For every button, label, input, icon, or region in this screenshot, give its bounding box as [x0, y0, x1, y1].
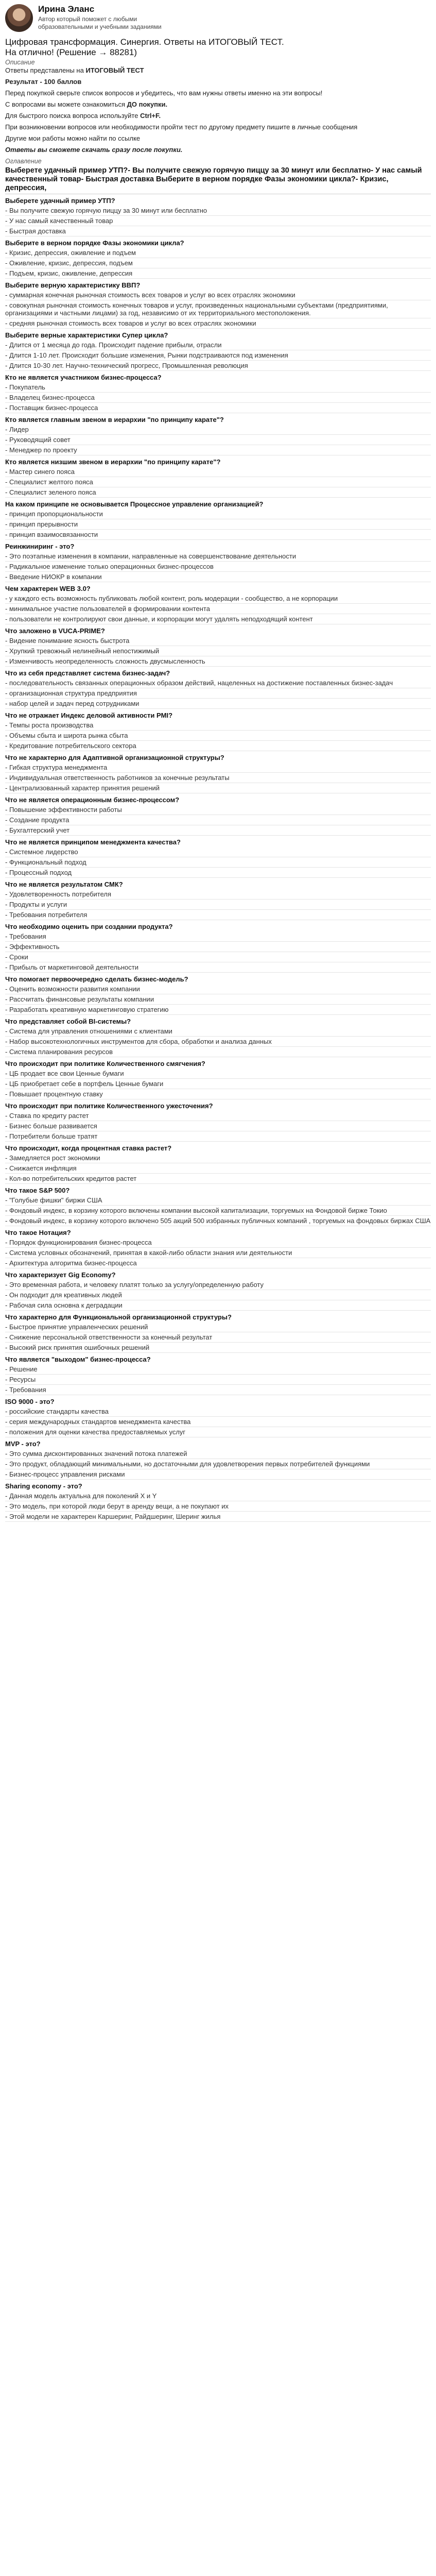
answer-option: - Ресурсы — [5, 1375, 431, 1385]
answer-option: - Мастер синего пояса — [5, 467, 431, 477]
answer-option: - пользователи не контролируют свои данные, и корпорации могут удалять неподходящий контент — [5, 614, 431, 624]
answer-option: - Функциональный подход — [5, 857, 431, 868]
answer-option: - Повышает процентную ставку — [5, 1089, 431, 1099]
description-paragraph: Ответы представлены на ИТОГОВЫЙ ТЕСТ — [5, 66, 144, 74]
answer-option: - Оценить возможности развития компании — [5, 984, 431, 994]
answer-option: - Фондовый индекс, в корзину которого включены компании высокой капитализации, торгуемых на Фондовой бирже Токио — [5, 1206, 431, 1216]
question-text: Что необходимо оценить при создании продукта? — [5, 923, 173, 930]
answer-option: - Это продукт, обладающий минимальными, но достаточными для удовлетворения первых потребителей функциями — [5, 1459, 431, 1469]
answer-option: - Темпы роста производства — [5, 720, 431, 731]
question-text: MVP - это? — [5, 1440, 41, 1448]
answer-option: - Повышение эффективности работы — [5, 805, 431, 815]
question-block — [5, 624, 431, 667]
answer-option: - Набор высокотехнологичных инструментов для сбора, обработки и анализа данных — [5, 1037, 431, 1047]
answer-option: - Рабочая сила основна к деградации — [5, 1300, 431, 1311]
intro-question: Выберете удачный пример УТП?- Вы получите свежую горячую пиццу за 30 минут или бесплатно- У нас самый качественный товар- Быстрая доставка Выберите в верном порядке Фазы экономики цикла?- Кризис, депрессия, — [5, 166, 422, 192]
answer-option: - Продукты и услуги — [5, 900, 431, 910]
answer-option: - Эффективность — [5, 942, 431, 952]
answer-option: - Длится от 1 месяца до года. Происходит падение прибыли, отрасли — [5, 340, 431, 350]
answer-option: - Оживление, кризис, депрессия, подъем — [5, 258, 431, 268]
answer-option: - Изменчивость неопределенность сложность двусмысленность — [5, 656, 431, 667]
question-text: Что представляет собой BI-системы? — [5, 1018, 131, 1025]
question-block — [5, 498, 431, 540]
question-block — [5, 878, 431, 920]
answer-option: - Рассчитать финансовые результаты компании — [5, 994, 431, 1005]
answer-option: - ЦБ приобретает себе в портфель Ценные бумаги — [5, 1079, 431, 1089]
question-text: Что не является принципом менеджмента качества? — [5, 838, 181, 846]
description-paragraph: Для быстрого поиска вопроса используйте Ctrl+F. — [5, 112, 161, 120]
question-block — [5, 1226, 431, 1268]
question-block — [5, 279, 431, 329]
toc-label: Оглавление — [5, 158, 42, 165]
question-block — [5, 920, 431, 973]
answer-option: - Высокий риск принятия ошибочных решений — [5, 1343, 431, 1353]
answer-option: - Это сумма дисконтированных значений потока платежей — [5, 1449, 431, 1459]
question-block — [5, 1142, 431, 1184]
question-text: Выберете удачный пример УТП? — [5, 197, 115, 205]
question-block — [5, 1480, 431, 1522]
answer-option: - Создание продукта — [5, 815, 431, 825]
answer-option: - Он подходит для креативных людей — [5, 1290, 431, 1300]
page-title: Цифровая трансформация. Синергия. Ответы на ИТОГОВЫЙ ТЕСТ. На отлично! (Решение → 88281) — [5, 37, 284, 57]
question-text: Реинжиниринг - это? — [5, 543, 75, 550]
question-text: Выберите верные характеристики Супер цикла? — [5, 331, 168, 339]
answer-option: - Фондовый индекс, в корзину которого включено 505 акций 500 избранных публичных компаний , торгуемых на фондовых биржах США — [5, 1216, 431, 1226]
author-card[interactable] — [5, 3, 431, 35]
description-paragraph: Другие мои работы можно найти по ссылке — [5, 134, 141, 142]
description-paragraph: При возникновении вопросов или необходимости пройти тест по другому предмету пишите в личные сообщения — [5, 123, 358, 131]
question-text: Кто является главным звеном в иерархии "по принципу карате"? — [5, 416, 224, 423]
description-paragraph: Результат - 100 баллов — [5, 78, 82, 86]
answer-option: - У нас самый качественный товар — [5, 216, 431, 226]
question-text: Что не отражает Индекс деловой активности PMI? — [5, 711, 173, 719]
question-text: Что происходит при политике Количественного ужесточения? — [5, 1102, 213, 1110]
answer-option: - Поставщик бизнес-процесса — [5, 403, 431, 413]
answer-option: - Ставка по кредиту растет — [5, 1111, 431, 1121]
question-block — [5, 236, 431, 279]
answer-option: - Вы получите свежую горячую пиццу за 30 минут или бесплатно — [5, 206, 431, 216]
question-text: Что происходит, когда процентная ставка растет? — [5, 1144, 172, 1152]
answer-option: - Бизнес-процесс управления рисками — [5, 1469, 431, 1480]
question-block — [5, 1184, 431, 1226]
answer-option: - Индивидуальная ответственность работников за конечные результаты — [5, 773, 431, 783]
answer-option: - Замедляется рост экономики — [5, 1153, 431, 1163]
question-text: Sharing economy - это? — [5, 1482, 82, 1490]
question-block — [5, 1353, 431, 1395]
answer-option: - Кризис, депрессия, оживление и подъем — [5, 248, 431, 258]
answer-option: - Разработать креативную маркетинговую стратегию — [5, 1005, 431, 1015]
answer-option: - Централизованный характер принятия решений — [5, 783, 431, 793]
answer-option: - Бухгалтерский учет — [5, 825, 431, 836]
answer-option: - Кредитование потребительского сектора — [5, 741, 431, 751]
answer-option: - Лидер — [5, 425, 431, 435]
answer-option: - Длится 10-30 лет. Научно-технический прогресс, Промышленная революция — [5, 361, 431, 371]
question-text: Что помогает первоочередно сделать бизнес-модель? — [5, 975, 188, 983]
answer-option: - ЦБ продает все свои Ценные бумаги — [5, 1069, 431, 1079]
answer-option: - Системное лидерство — [5, 847, 431, 857]
question-text: Что является "выходом" бизнес-процесса? — [5, 1355, 151, 1363]
answer-option: - Этой модели не характерен Каршеринг, Райдшеринг, Шеринг жилья — [5, 1512, 431, 1522]
answer-option: - принцип взаимосвязанности — [5, 530, 431, 540]
question-text: Что характерно для Функциональной организационной структуры? — [5, 1313, 232, 1321]
answer-option: - организационная структура предприятия — [5, 688, 431, 699]
question-text: На каком принципе не основывается Процессное управление организацией? — [5, 500, 264, 508]
answer-option: - последовательность связанных операционных образом действий, нацеленных на достижение поставленных бизнес-задач — [5, 678, 431, 688]
question-block — [5, 973, 431, 1015]
question-block — [5, 1437, 431, 1480]
answer-option: - Радикальное изменение только операционных бизнес-процессов — [5, 562, 431, 572]
question-block — [5, 582, 431, 624]
question-list — [5, 194, 431, 1522]
answer-option: - Требования — [5, 931, 431, 942]
answer-option: - суммарная конечная рыночная стоимость всех товаров и услуг во всех отраслях экономики — [5, 290, 431, 300]
answer-option: - Порядок функционирования бизнес-процесса — [5, 1238, 431, 1248]
question-block — [5, 329, 431, 371]
question-block — [5, 751, 431, 793]
answer-option: - Подъем, кризис, оживление, депрессия — [5, 268, 431, 279]
author-name[interactable]: Ирина Эланс — [38, 4, 95, 14]
question-text: Что из себя представляет система бизнес-задач? — [5, 669, 170, 677]
answer-option: - Система условных обозначений, принятая в какой-либо области знания или деятельности — [5, 1248, 431, 1258]
answer-option: - Это модель, при которой люди берут в аренду вещи, а не покупают их — [5, 1501, 431, 1512]
answer-option: - Это временная работа, и человеку платят только за услугу/определенную работу — [5, 1280, 431, 1290]
question-text: Выберите верную характеристику ВВП? — [5, 281, 141, 289]
answer-option: - средняя рыночная стоимость всех товаров и услуг во всех отраслях экономики — [5, 318, 431, 329]
answer-option: - Специалист зеленого пояса — [5, 487, 431, 498]
description-label: Описание — [5, 59, 35, 66]
answer-option: - Требования — [5, 1385, 431, 1395]
answer-option: - Прибыль от маркетинговой деятельности — [5, 962, 431, 973]
question-block — [5, 836, 431, 878]
answer-option: - Снижение персональной ответственности за конечный результат — [5, 1332, 431, 1343]
question-text: ISO 9000 - это? — [5, 1398, 55, 1405]
question-text: Что заложено в VUCA-PRIME? — [5, 627, 105, 635]
question-text: Что такое S&P 500? — [5, 1187, 70, 1194]
description-paragraph: С вопросами вы можете ознакомиться ДО покупки. — [5, 100, 168, 108]
answer-option: - Владелец бизнес-процесса — [5, 393, 431, 403]
answer-option: - российские стандарты качества — [5, 1406, 431, 1417]
answer-option: - Менеджер по проекту — [5, 445, 431, 455]
answer-option: - Снижается инфляция — [5, 1163, 431, 1174]
question-text: Что не является операционным бизнес-процессом? — [5, 796, 180, 804]
answer-option: - принцип пропорциональности — [5, 509, 431, 519]
answer-option: - совокупная рыночная стоимость конечных товаров и услуг, произведенных национальными субъектами (предприятиями, организациями и частными лицами) за год, независимо от их территориального местоположения. — [5, 300, 431, 318]
question-text: Выберите в верном порядке Фазы экономики цикла? — [5, 239, 184, 247]
question-block — [5, 709, 431, 751]
question-text: Чем характерен WEB 3.0? — [5, 585, 91, 592]
question-text: Что не характерно для Адаптивной организационной структуры? — [5, 754, 224, 761]
answer-option: - Бизнес больше развивается — [5, 1121, 431, 1131]
description-paragraph: Ответы вы сможете скачать сразу после покупки. — [5, 146, 183, 154]
answer-option: - Потребители больше тратят — [5, 1131, 431, 1142]
question-block — [5, 1268, 431, 1311]
question-block — [5, 194, 431, 236]
answer-option: - Процессный подход — [5, 868, 431, 878]
answer-option: - Объемы сбыта и широта рынка сбыта — [5, 731, 431, 741]
question-text: Кто является низшим звеном в иерархии "по принципу карате"? — [5, 458, 221, 466]
question-block — [5, 1099, 431, 1142]
answer-option: - Специалист желтого пояса — [5, 477, 431, 487]
question-block — [5, 540, 431, 582]
answer-option: - серия международных стандартов менеджмента качества — [5, 1417, 431, 1427]
answer-option: - Кол-во потребительских кредитов растет — [5, 1174, 431, 1184]
question-block — [5, 371, 431, 413]
author-description: Автор который поможет с любыми образовательными и учебными заданиями — [38, 15, 162, 30]
answer-option: - Гибкая структура менеджмента — [5, 762, 431, 773]
answer-option: - "Голубые фишки" биржи США — [5, 1195, 431, 1206]
answer-option: - Руководящий совет — [5, 435, 431, 445]
answer-option: - у каждого есть возможность публиковать любой контент, роль модерации - сообщество, а не корпорации — [5, 594, 431, 604]
question-block — [5, 1015, 431, 1057]
answer-option: - Данная модель актуальна для поколений X и Y — [5, 1491, 431, 1501]
question-block — [5, 667, 431, 709]
answer-option: - Покупатель — [5, 382, 431, 393]
question-block — [5, 1057, 431, 1099]
answer-option: - Сроки — [5, 952, 431, 962]
author-info — [38, 3, 172, 31]
answer-option: - минимальное участие пользователей в формировании контента — [5, 604, 431, 614]
description-paragraph: Перед покупкой сверьте список вопросов и убедитесь, что вам нужны ответы именно на эти вопросы! — [5, 89, 323, 97]
answer-option: - Хрупкий тревожный нелинейный непостижимый — [5, 646, 431, 656]
question-text: Что такое Нотация? — [5, 1229, 71, 1236]
author-avatar[interactable] — [5, 4, 33, 32]
answer-option: - положения для оценки качества предоставляемых услуг — [5, 1427, 431, 1437]
answer-option: - Введение НИОКР в компании — [5, 572, 431, 582]
question-text: Что не является результатом СМК? — [5, 880, 123, 888]
question-block — [5, 1311, 431, 1353]
answer-option: - Система планирования ресурсов — [5, 1047, 431, 1057]
answer-option: - Быстрая доставка — [5, 226, 431, 236]
answer-option: - Быстрое принятие управленческих решений — [5, 1322, 431, 1332]
answer-option: - Требования потребителя — [5, 910, 431, 920]
answer-option: - Видение понимание ясность быстрота — [5, 636, 431, 646]
answer-option: - набор целей и задач перед сотрудниками — [5, 699, 431, 709]
answer-option: - Система для управления отношениями с клиентами — [5, 1026, 431, 1037]
question-text: Кто не является участником бизнес-процесса? — [5, 374, 162, 381]
answer-option: - Длится 1-10 лет. Происходит большие изменения, Рынки подстраиваются под изменения — [5, 350, 431, 361]
question-block — [5, 413, 431, 455]
question-block — [5, 455, 431, 498]
question-block — [5, 1395, 431, 1437]
answer-option: - Это поэтапные изменения в компании, направленные на совершенствование деятельности — [5, 551, 431, 562]
answer-option: - Удовлетворенность потребителя — [5, 889, 431, 900]
answer-option: - Решение — [5, 1364, 431, 1375]
question-text: Что характеризует Gig Economy? — [5, 1271, 116, 1279]
description-block — [5, 66, 431, 154]
question-block — [5, 793, 431, 836]
answer-option: - Архитектура алгоритма бизнес-процесса — [5, 1258, 431, 1268]
answer-option: - принцип прерывности — [5, 519, 431, 530]
question-text: Что происходит при политике Количественного смягчения? — [5, 1060, 205, 1067]
